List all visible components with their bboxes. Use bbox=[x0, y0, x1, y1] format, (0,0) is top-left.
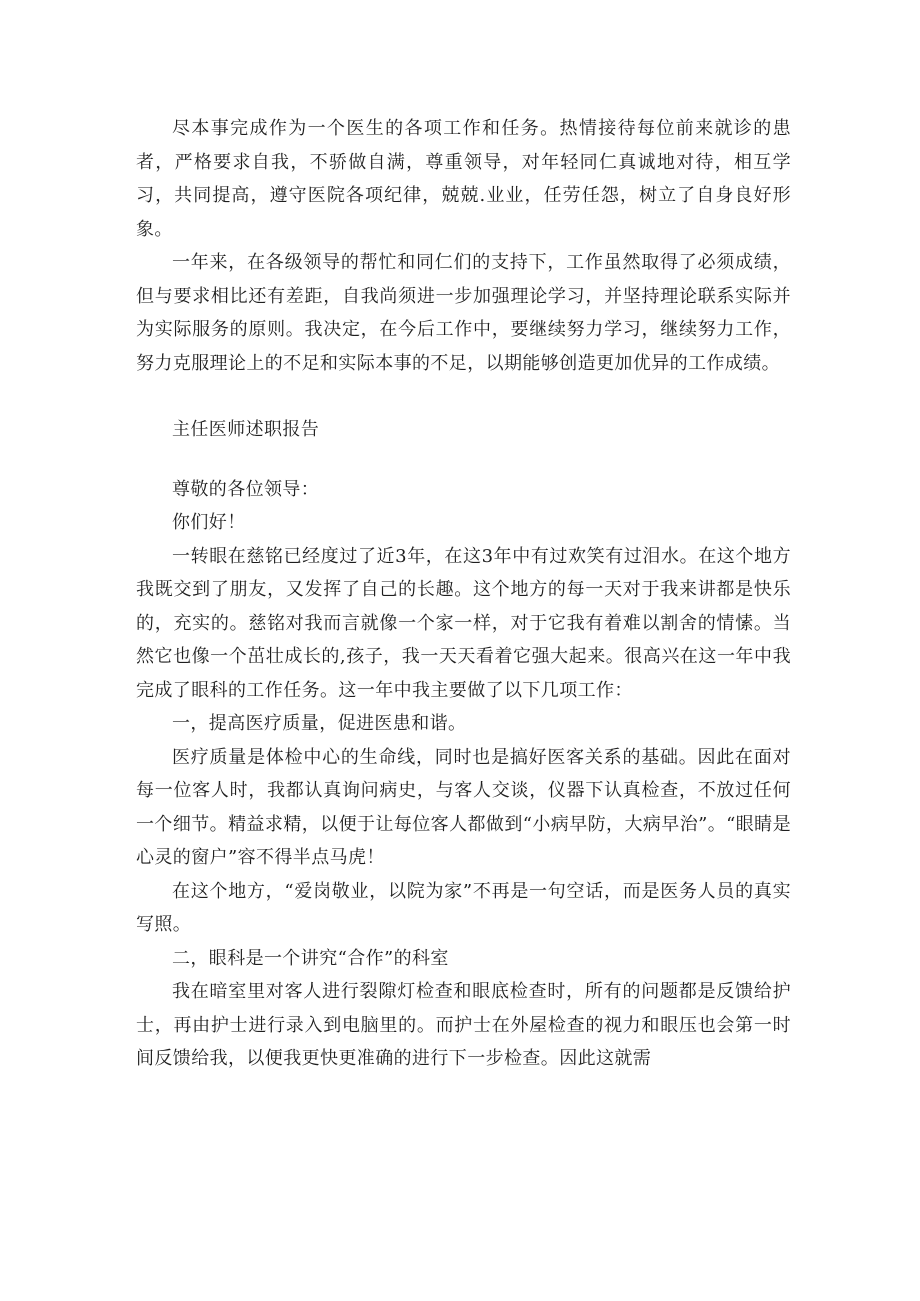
heading-item-two: 二，眼科是一个讲究“合作”的科室 bbox=[172, 947, 449, 969]
paragraph-duties: 尽本事完成作为一个医生的各项工作和任务。热情接待每位前来就诊的患者，严格要求自我，不骄做自满，尊重领导，对年轻同仁真诚地对待，相互学习，共同提高，遵守医院各项纪律，兢兢.业业，任劳任怨，树立了自身良好形象。 bbox=[136, 118, 791, 240]
paragraph-dedication: 在这个地方，“爱岗敬业，以院为家”不再是一句空话，而是医务人员的真实写照。 bbox=[136, 880, 791, 935]
spacer bbox=[136, 380, 791, 413]
heading-item-one: 一，提高医疗质量，促进医患和谐。 bbox=[172, 713, 467, 734]
paragraph-intro: 一转眼在慈铭已经度过了近3年，在这3年中有过欢笑有过泪水。在这个地方我既交到了朋友，又发挥了自己的长趣。这个地方的每一天对于我来讲都是快乐的，充实的。慈铭对我而言就像一个家一样，对于它我有着难以割舍的情愫。当然它也像一个茁壮成长的,孩子，我一天天看着它强大起来。很高兴在这一年中我完成了眼科的工作任务。这一年中我主要做了以下几项工作： bbox=[136, 545, 791, 701]
document-page bbox=[136, 112, 791, 1076]
section-title: 主任医师述职报告 bbox=[172, 419, 320, 440]
paragraph-cooperation: 我在暗室里对客人进行裂隙灯检查和眼底检查时，所有的问题都是反馈给护士，再由护士进行录入到电脑里的。而护士在外屋检查的视力和眼压也会第一时间反馈给我，以便我更快更准确的进行下一步检查。因此这就需 bbox=[136, 981, 791, 1069]
salutation: 尊敬的各位领导： bbox=[172, 478, 320, 500]
paragraph-quality: 医疗质量是体检中心的生命线，同时也是搞好医客关系的基础。因此在面对每一位客人时，我都认真询问病史，与客人交谈，仪器下认真检查，不放过任何一个细节。精益求精，以便于让每位客人都做到“小病早防，大病早治”。“眼睛是心灵的窗户”容不得半点马虎！ bbox=[136, 746, 791, 868]
paragraph-year-summary: 一年来，在各级领导的帮忙和同仁们的支持下，工作虽然取得了必须成绩，但与要求相比还有差距，自我尚须进一步加强理论学习，并坚持理论联系实际并为实际服务的原则。我决定，在今后工作中，要继续努力学习，继续努力工作，努力克服理论上的不足和实际本事的不足，以期能够创造更加优异的工作成绩。 bbox=[136, 252, 791, 374]
spacer bbox=[136, 447, 791, 473]
greeting: 你们好！ bbox=[172, 512, 246, 533]
